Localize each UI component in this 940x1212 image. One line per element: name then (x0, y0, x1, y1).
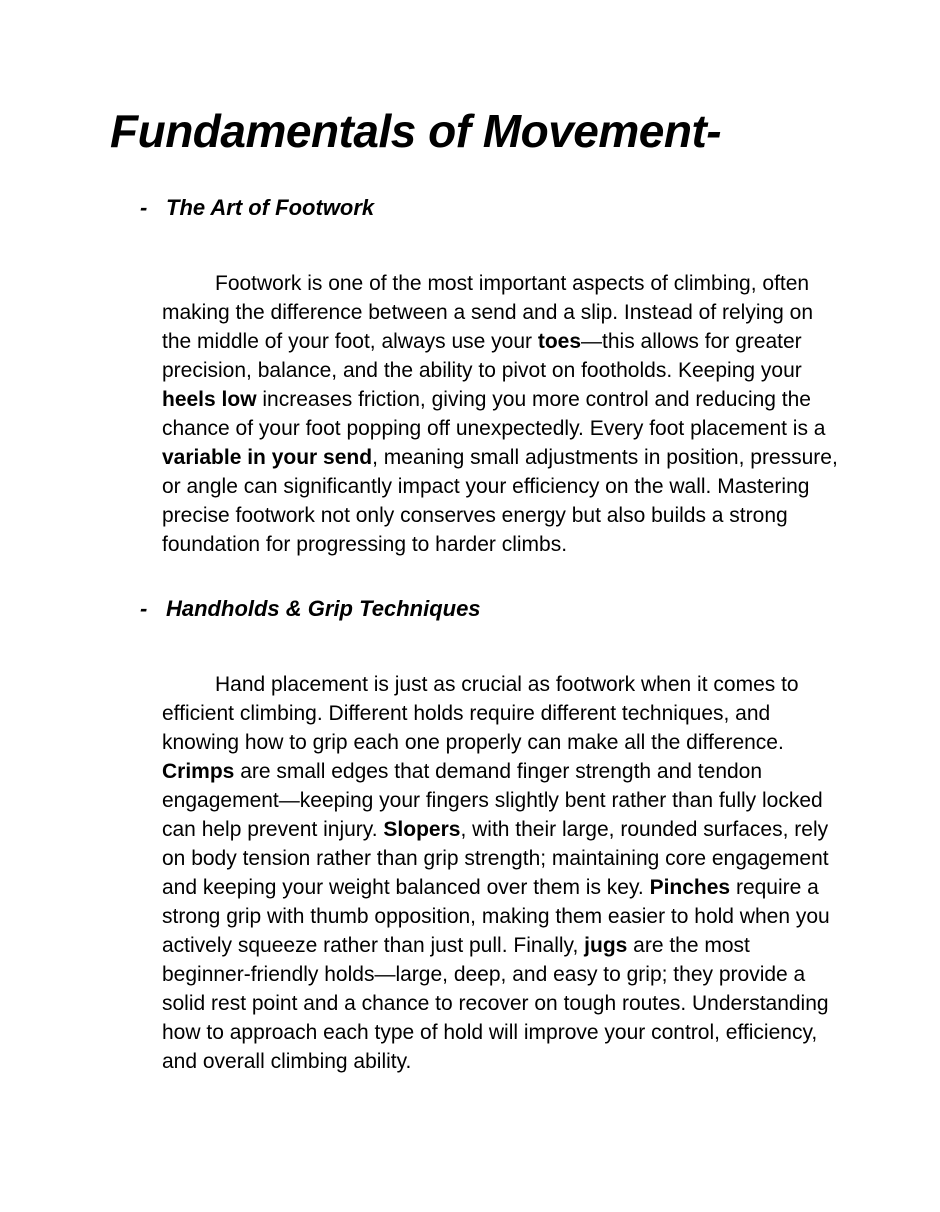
section-heading-label: Handholds & Grip Techniques (166, 595, 481, 621)
list-dash-icon: - (140, 595, 148, 621)
list-dash-icon: - (140, 194, 148, 220)
document-title: Fundamentals of Movement- (110, 105, 722, 157)
paragraph-handholds: Hand placement is just as crucial as footwork when it comes to efficient climbing. Different holds require different techniques, and knowing how to grip each one properly can make all the difference. Crimps are small edges that demand finger strength and tendon engagement—keeping your fingers slightly bent rather than fully locked can help prevent injury. Slopers, with their large, rounded surfaces, rely on body tension rather than grip strength; maintaining core engagement and keeping your weight balanced over them is key. Pinches require a strong grip with thumb opposition, making them easier to hold when you actively squeeze rather than just pull. Finally, jugs are the most beginner-friendly holds—large, deep, and easy to grip; they provide a solid rest point and a chance to recover on tough routes. Understanding how to approach each type of hold will improve your control, efficiency, and overall climbing ability. (162, 672, 830, 1073)
section-heading-handholds (140, 594, 840, 624)
section-heading-footwork (140, 193, 840, 223)
section-heading-label: The Art of Footwork (166, 194, 375, 220)
paragraph-footwork: Footwork is one of the most important aspects of climbing, often making the difference between a send and a slip. Instead of relying on the middle of your foot, always use your toes—this allows for greater precision, balance, and the ability to pivot on footholds. Keeping your heels low increases friction, giving you more control and reducing the chance of your foot popping off unexpectedly. Every foot placement is a variable in your send, meaning small adjustments in position, pressure, or angle can significantly impact your efficiency on the wall. Mastering precise footwork not only conserves energy but also builds a strong foundation for progressing to harder climbs. (162, 271, 838, 556)
